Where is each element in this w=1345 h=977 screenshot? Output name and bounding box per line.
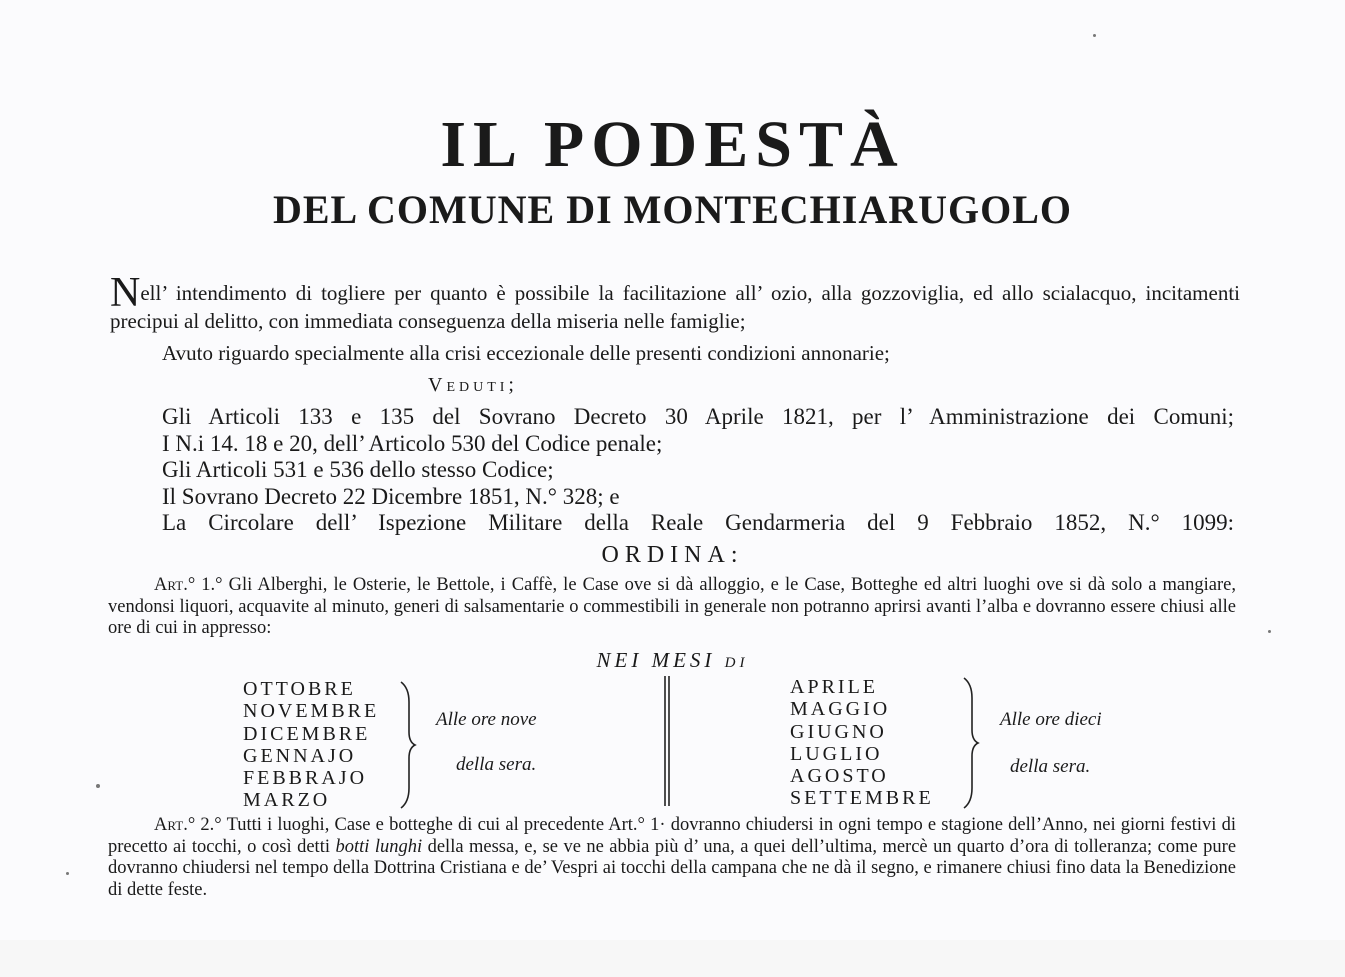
summer-hour: Alle ore dieci <box>1000 709 1102 730</box>
schedule-heading <box>0 647 1345 673</box>
month-name: NOVEMBRE <box>243 700 380 723</box>
winter-hour: Alle ore nove <box>436 709 537 730</box>
article-2-text-before: Tutti i luoghi, Case e botteghe di cui al precedente Art.° 1· dovranno chiudersi in ogni tempo e stagione dell’Anno, nei giorni festivi di precetto ai tocchi, o così detti <box>108 815 1236 857</box>
month-name: LUGLIO <box>790 742 883 765</box>
schedule-heading-text: NEI MESI <box>596 648 716 672</box>
veduti-item: Il Sovrano Decreto 22 Dicembre 1851, N.° 328; e <box>162 483 620 509</box>
month-name: GENNAJO <box>243 744 357 767</box>
winter-time-of-day: della sera. <box>456 754 537 775</box>
month-name: AGOSTO <box>790 765 889 788</box>
winter-brace <box>397 680 417 810</box>
veduti-item: I N.i 14. 18 e 20, dell’ Articolo 530 del Codice penale; <box>162 430 663 456</box>
month-name: FEBBRAJO <box>243 767 368 790</box>
veduti-item: La Circolare dell’ Ispezione Militare della Reale Gendarmeria del 9 Febbraio 1852, N.° 1099: <box>162 510 1234 535</box>
article-1-label: Art.° 1.° <box>154 575 223 595</box>
summer-brace <box>958 676 982 810</box>
veduti-item: Gli Articoli 133 e 135 del Sovrano Decreto 30 Aprile 1821, per l’ Amministrazione dei Comuni; <box>162 404 1234 429</box>
veduti-list <box>162 404 1234 537</box>
preamble-paragraph <box>110 270 1240 334</box>
month-name: MAGGIO <box>790 698 891 721</box>
column-divider <box>662 676 672 806</box>
month-name: GIUGNO <box>790 720 887 743</box>
page-subtitle: DEL COMUNE DI MONTECHIARUGOLO <box>272 187 1073 232</box>
preamble-text: ell’ intendimento di togliere per quanto è possibile la facilitazione all’ ozio, alla gozzoviglia, ed allo scialacquo, incitamenti precipui al delitto, con immediata conseguenza della miseria nelle famiglie; <box>110 281 1240 333</box>
month-name: DICEMBRE <box>243 722 371 745</box>
drop-cap: N <box>110 270 141 316</box>
veduti-item: Gli Articoli 531 e 536 dello stesso Codice; <box>162 457 554 482</box>
ordina-heading: ORDINA: <box>601 542 744 568</box>
month-name: APRILE <box>790 676 878 698</box>
avuto-line: Avuto riguardo specialmente alla crisi eccezionale delle presenti condizioni annonarie; <box>162 341 890 365</box>
winter-months <box>243 678 379 812</box>
article-2-emphasis: botti lunghi <box>335 836 423 857</box>
summer-time-of-day: della sera. <box>1010 756 1091 777</box>
article-2-label: Art.° 2.° <box>154 815 222 835</box>
article-2-text-after: della messa, e, se ve ne abbia più d’ una, a quei dell’ultima, mercè un quarto d’ora di tolleranza; come pure dovranno chiudersi nel tempo della Dottrina Cristiana e de’ Vespri ai tocchi della campana che ne dà il segno, e rimanere chiusi fino data la Benedizione di dette feste. <box>108 836 1237 900</box>
month-name: MARZO <box>243 789 331 812</box>
paper-speck <box>1093 34 1096 37</box>
scan-margin <box>0 940 1345 977</box>
month-name: OTTOBRE <box>243 678 356 700</box>
page-title: IL PODESTÀ <box>440 108 905 181</box>
veduti-heading: Veduti; <box>428 374 518 396</box>
schedule-heading-di: di <box>724 648 749 672</box>
month-name: SETTEMBRE <box>790 787 934 810</box>
summer-months <box>790 676 934 810</box>
paper-speck <box>66 872 69 875</box>
article-1 <box>108 575 1236 640</box>
paper-speck <box>96 784 100 788</box>
paper-speck <box>1268 630 1271 633</box>
article-1-text: Gli Alberghi, le Osterie, le Bettole, i Caffè, le Case ove si dà alloggio, e le Case, Botteghe ed altri luoghi ove si dà solo a mangiare, vendonsi liquori, acquavite al minuto, generi di salsamentarie o commestibili in generale non potranno aprirsi avanti l’alba e dovranno essere chiusi alle ore di cui in appresso: <box>108 575 1236 638</box>
article-2 <box>108 815 1236 901</box>
